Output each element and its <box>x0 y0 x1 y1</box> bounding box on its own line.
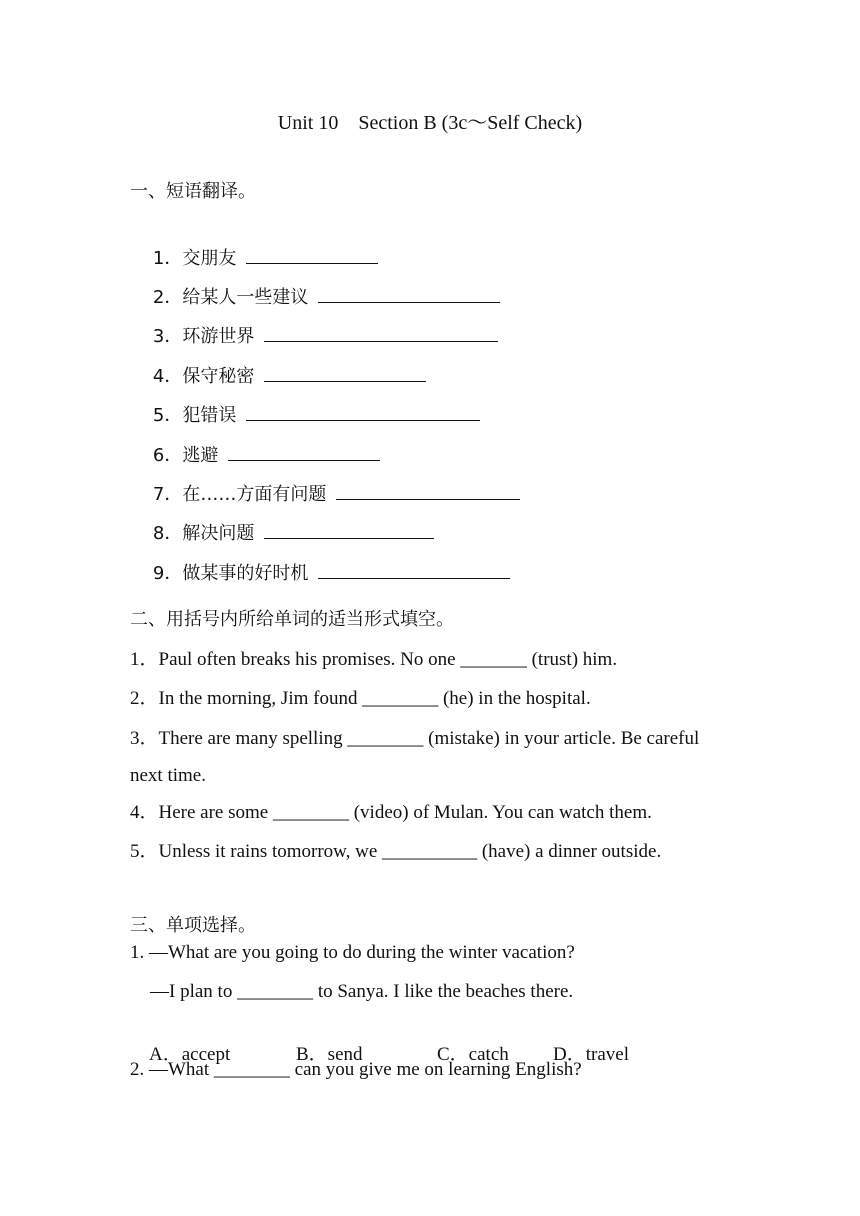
fill-item-3: 3．There are many spelling ________ (mistake) in your article. Be careful <box>130 728 700 749</box>
option-b: B．send <box>296 1044 363 1065</box>
option-a: A．accept <box>149 1044 231 1065</box>
item-number: 8． <box>152 523 183 544</box>
item-number: 5． <box>152 405 183 426</box>
item-number: 2． <box>152 287 183 308</box>
answer-blank <box>318 558 510 579</box>
item-number: 3． <box>152 326 183 347</box>
section1-heading: 一、短语翻译。 <box>130 181 256 202</box>
phrase-text: 给某人一些建议 <box>182 287 309 308</box>
fill-item-5: 5．Unless it rains tomorrow, we __________ (have) a dinner outside. <box>130 841 662 862</box>
phrase-text: 犯错误 <box>182 405 237 426</box>
option-d: D．travel <box>553 1044 629 1065</box>
phrase-item-9 <box>130 534 510 610</box>
option-c: C．catch <box>437 1044 509 1065</box>
phrase-text: 交朋友 <box>182 248 237 269</box>
phrase-text: 保守秘密 <box>182 366 255 387</box>
choice-q1-line1: 1. —What are you going to do during the winter vacation? <box>130 942 575 963</box>
item-number: 4． <box>152 366 183 387</box>
phrase-text: 做某事的好时机 <box>182 563 309 584</box>
fill-item-4: 4．Here are some ________ (video) of Mulan. You can watch them. <box>130 802 652 823</box>
page-title: Unit 10 Section B (3c～Self Check) <box>277 112 583 134</box>
choice-q2-line1: 2. —What ________ can you give me on learning English? <box>130 1059 582 1080</box>
section3-heading: 三、单项选择。 <box>130 915 256 936</box>
phrase-text: 环游世界 <box>182 326 255 347</box>
item-number: 6． <box>152 445 183 466</box>
choice-q1-line2: —I plan to ________ to Sanya. I like the beaches there. <box>150 981 574 1002</box>
item-number: 9． <box>152 563 183 584</box>
phrase-text: 逃避 <box>182 445 219 466</box>
phrase-text: 解决问题 <box>182 523 255 544</box>
fill-item-1: 1．Paul often breaks his promises. No one _______ (trust) him. <box>130 649 618 670</box>
fill-item-2: 2．In the morning, Jim found ________ (he) in the hospital. <box>130 688 591 709</box>
item-number: 1． <box>152 248 183 269</box>
fill-item-3-continued: next time. <box>130 765 206 786</box>
phrase-text: 在……方面有问题 <box>182 484 327 505</box>
item-number: 7． <box>152 484 183 505</box>
section2-heading: 二、用括号内所给单词的适当形式填空。 <box>130 609 454 630</box>
